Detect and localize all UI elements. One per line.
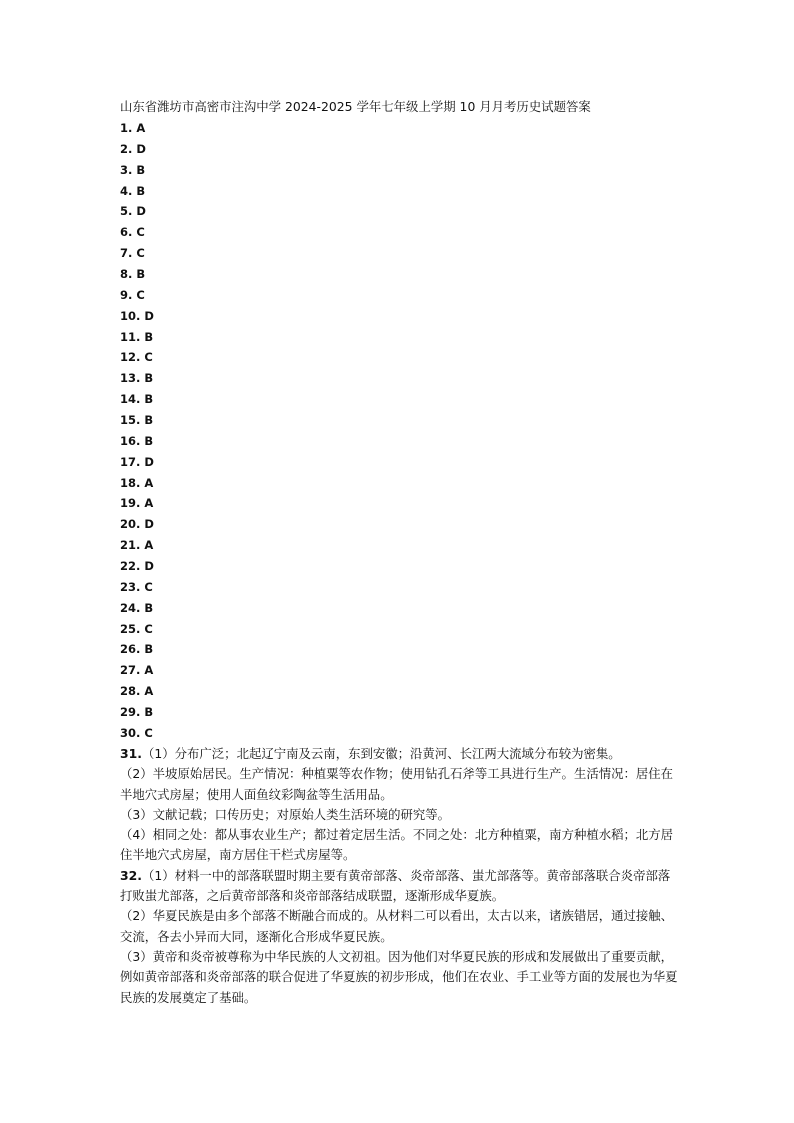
question-number: 32.: [120, 867, 142, 883]
essay-answers: [120, 744, 680, 1008]
question-number: 3.: [120, 162, 133, 177]
answer-item: [120, 704, 320, 725]
question-number: 31.: [120, 746, 142, 761]
answer-letter: C: [136, 246, 145, 261]
answer-item: [120, 475, 320, 496]
question-number: 4.: [120, 183, 133, 198]
answer-item: [120, 454, 320, 475]
answer-item: [120, 224, 320, 245]
question-number: 21.: [120, 538, 141, 553]
answer-item: [120, 266, 320, 287]
answer-item: [120, 558, 320, 579]
answer-text: （1）分布广泛；北起辽宁南及云南，东到安徽；沿黄河、长江两大流域分布较为密集。: [141, 746, 621, 761]
question-number: 20.: [120, 517, 141, 532]
document-title: 山东省潍坊市高密市注沟中学 2024-2025 学年七年级上学期 10 月月考历史试题答案: [120, 99, 591, 114]
answer-item: [120, 183, 320, 204]
answer-letter: C: [136, 287, 145, 302]
answer-item: [120, 120, 320, 141]
answer-letter: B: [144, 433, 154, 448]
answer-letter: B: [144, 705, 154, 720]
answer-item: [120, 412, 320, 433]
question-number: 14.: [120, 392, 141, 407]
answer-letter: B: [144, 371, 154, 386]
answer-letter: B: [136, 162, 146, 177]
q32-part-1: [120, 866, 680, 907]
answer-item: [120, 349, 320, 370]
question-number: 16.: [120, 433, 141, 448]
q32-part-2: （2）华夏民族是由多个部落不断融合而成的。从材料二可以看出，太古以来，诸族错居，通过接触、交流，各去小异而大同，逐渐化合形成华夏民族。: [120, 908, 674, 944]
question-number: 1.: [120, 121, 133, 135]
question-number: 28.: [120, 684, 141, 699]
answer-letter: A: [144, 538, 154, 553]
question-number: 7.: [120, 246, 133, 261]
question-number: 26.: [120, 642, 141, 657]
answer-letter: B: [144, 642, 154, 657]
answer-item: [120, 495, 320, 516]
answer-letter: C: [144, 350, 153, 365]
answer-item: [120, 516, 320, 537]
answer-letter: D: [144, 454, 154, 469]
answer-item: [120, 683, 320, 704]
answer-item: [120, 245, 320, 266]
answer-item: [120, 537, 320, 558]
question-number: 22.: [120, 559, 141, 574]
question-number: 18.: [120, 475, 141, 490]
answer-letter: C: [136, 225, 145, 240]
answer-item: [120, 579, 320, 600]
q31-part-1: [120, 744, 680, 764]
question-number: 10.: [120, 308, 141, 323]
answer-letter: C: [144, 621, 153, 636]
q31-part-3: （3）文献记载；口传历史；对原始人类生活环境的研究等。: [120, 806, 451, 822]
answer-item: [120, 662, 320, 683]
question-number: 11.: [120, 329, 141, 344]
answer-item: [120, 641, 320, 662]
answer-letter: D: [144, 559, 154, 574]
answer-letter: D: [144, 308, 154, 323]
answer-item: [120, 308, 320, 329]
answer-letter: B: [144, 413, 154, 428]
answer-item: [120, 203, 320, 224]
answer-item: [120, 391, 320, 412]
question-number: 27.: [120, 663, 141, 678]
answer-item: [120, 370, 320, 391]
answer-letter: A: [136, 121, 146, 135]
answer-letter: B: [136, 267, 146, 282]
answer-letter: A: [144, 496, 154, 511]
answer-letter: A: [144, 684, 154, 699]
question-number: 13.: [120, 371, 141, 386]
answer-letter: B: [144, 392, 154, 407]
answer-item: [120, 725, 320, 746]
answer-item: [120, 162, 320, 183]
question-number: 6.: [120, 225, 133, 240]
answer-letter: B: [144, 600, 154, 615]
answer-item: [120, 141, 320, 162]
answer-letter: C: [144, 725, 153, 740]
answer-letter: D: [136, 141, 146, 156]
answer-item: [120, 433, 320, 454]
answer-letter: A: [144, 475, 154, 490]
answer-letter: B: [136, 183, 146, 198]
question-number: 17.: [120, 454, 141, 469]
question-number: 30.: [120, 725, 141, 740]
q31-part-2: （2）半坡原始居民。生产情况：种植粟等农作物；使用钻孔石斧等工具进行生产。生活情况：居住在半地穴式房屋；使用人面鱼纹彩陶盆等生活用品。: [120, 766, 674, 802]
q32-part-3: （3）黄帝和炎帝被尊称为中华民族的人文初祖。因为他们对华夏民族的形成和发展做出了重要贡献，例如黄帝部落和炎帝部落的联合促进了华夏族的初步形成，他们在农业、手工业等方面的发展也为华夏民族的发展奠定了基础。: [120, 948, 678, 1005]
question-number: 8.: [120, 267, 133, 282]
question-number: 19.: [120, 496, 141, 511]
question-number: 12.: [120, 350, 141, 365]
answer-item: [120, 600, 320, 621]
answer-letter: A: [144, 663, 154, 678]
answer-letter: C: [144, 579, 153, 594]
question-number: 9.: [120, 287, 133, 302]
answer-letter: D: [144, 517, 154, 532]
answer-item: [120, 621, 320, 642]
question-number: 25.: [120, 621, 141, 636]
answer-text: （1）材料一中的部落联盟时期主要有黄帝部落、炎帝部落、蚩尤部落等。黄帝部落联合炎帝部落打败蚩尤部落，之后黄帝部落和炎帝部落结成联盟，逐渐形成华夏族。: [120, 867, 671, 904]
question-number: 2.: [120, 141, 133, 156]
answer-item: [120, 329, 320, 350]
answer-item: [120, 287, 320, 308]
answer-letter: D: [136, 204, 146, 219]
question-number: 23.: [120, 579, 141, 594]
answer-letter: B: [144, 329, 154, 344]
question-number: 15.: [120, 413, 141, 428]
question-number: 24.: [120, 600, 141, 615]
question-number: 29.: [120, 705, 141, 720]
question-number: 5.: [120, 204, 133, 219]
multiple-choice-answer-list: [120, 120, 320, 746]
q31-part-4: （4）相同之处：都从事农业生产；都过着定居生活。不同之处：北方种植粟，南方种植水稻；北方居住半地穴式房屋，南方居住干栏式房屋等。: [120, 827, 674, 863]
